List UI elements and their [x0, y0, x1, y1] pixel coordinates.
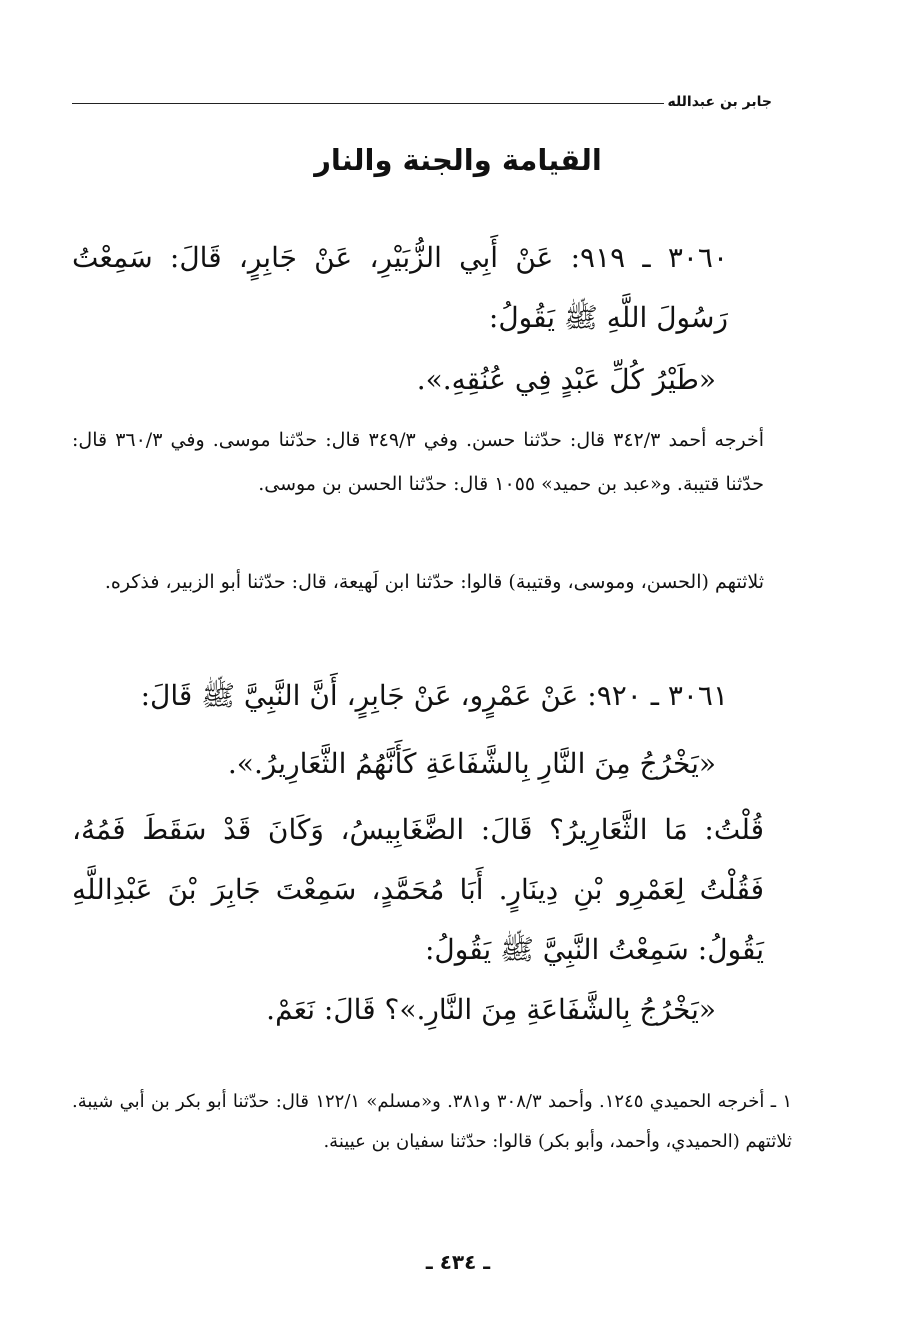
hadith-3060-summary: ثلاثتهم (الحسن، وموسى، وقتيبة) قالوا: حدّثنا ابن لَهيعة، قال: حدّثنا أبو الزبير، فذكره. [104, 571, 764, 593]
hadith-3061-matn-2: «يَخْرُجُ بِالشَّفَاعَةِ مِنَ النَّارِ.»؟ قَالَ: نَعَمْ. [266, 993, 716, 1026]
hadith-3060-text: ٣٠٦٠ ـ ٩١٩: عَنْ أَبِي الزُّبَيْرِ، عَنْ جَابِرٍ، قَالَ: سَمِعْتُ رَسُولَ اللَّهِ ﷺ يَقُولُ: [72, 241, 728, 334]
footnote: ١ ـ أخرجه الحميدي ١٢٤٥. وأحمد ٣٠٨/٣ و٣٨١. و«مسلم» ١٢٢/١ قال: حدّثنا أبو بكر بن أبي شيبة. ثلاثتهم (الحميدي، وأحمد، وأبو بكر) قالوا: حدّثنا سفيان بن عيينة. [72, 1091, 792, 1152]
hadith-3061-dialogue: قُلْتُ: مَا الثَّعَارِيرُ؟ قَالَ: الضَّغَابِيسُ، وَكَانَ قَدْ سَقَطَ فَمُهُ، فَقُلْتُ لِعَمْرِو بْنِ دِينَارٍ. أَبَا مُحَمَّدٍ، سَمِعْتَ جَابِرَ بْنَ عَبْدِاللَّهِ يَقُولُ: سَمِعْتُ النَّبِيَّ ﷺ يَقُولُ: [72, 813, 764, 966]
hadith-3061-matn: «يَخْرُجُ مِنَ النَّارِ بِالشَّفَاعَةِ كَأَنَّهُمُ الثَّعَارِيرُ.». [227, 747, 716, 780]
page-number: ـ ٤٣٤ ـ [425, 1250, 491, 1274]
hadith-3060-takhrij: أخرجه أحمد ٣٤٢/٣ قال: حدّثنا حسن. وفي ٣٤٩/٣ قال: حدّثنا موسى. وفي ٣٦٠/٣ قال: حدّثنا قتيبة. و«عبد بن حميد» ١٠٥٥ قال: حدّثنا الحسن بن موسى. [72, 429, 764, 495]
hadith-3060-matn: «طَيْرُ كُلِّ عَبْدٍ فِي عُنُقِهِ.». [416, 363, 716, 396]
running-header [72, 92, 772, 120]
chapter-title: القيامة والجنة والنار [314, 143, 602, 177]
header-rule [72, 103, 664, 104]
running-title: جابر بن عبدالله [667, 94, 772, 110]
hadith-3061-text: ٣٠٦١ ـ ٩٢٠: عَنْ عَمْرٍو، عَنْ جَابِرٍ، أَنَّ النَّبِيَّ ﷺ قَالَ: [140, 679, 728, 712]
